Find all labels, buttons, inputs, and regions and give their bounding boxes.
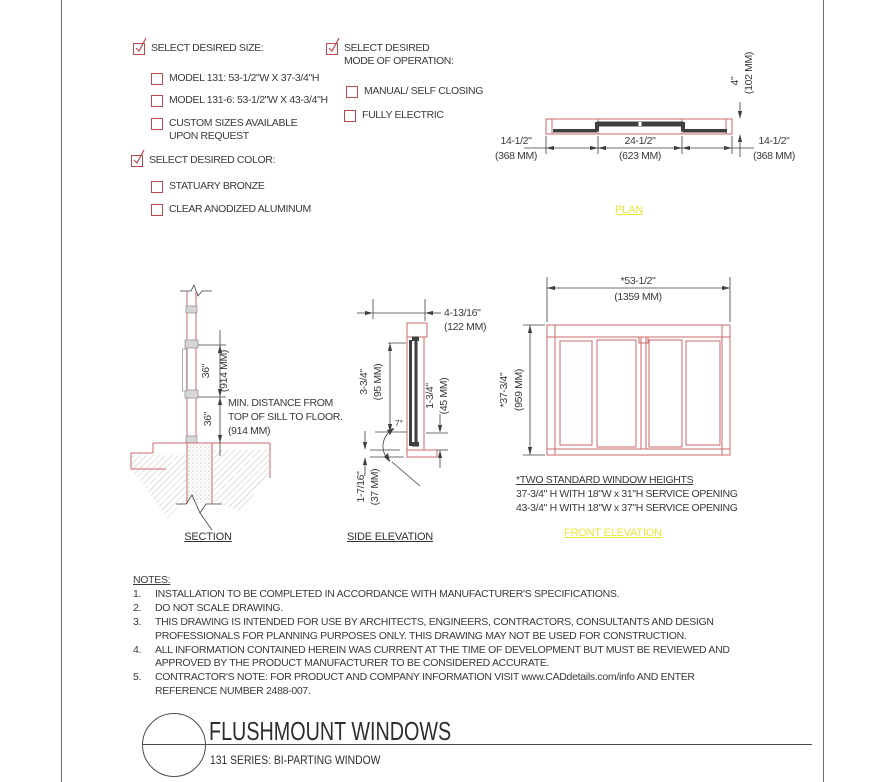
plan-drawing — [480, 45, 830, 175]
section-dim-sill-in: 36" — [202, 411, 214, 427]
fully-electric-label: FULLY ELECTRIC — [362, 109, 444, 121]
model-131-6-checkbox[interactable] — [151, 95, 163, 107]
note-item-2 — [133, 602, 730, 616]
plan-dim-left-in: 14-1/2" — [500, 135, 532, 147]
color-header-label: SELECT DESIRED COLOR: — [149, 154, 276, 166]
side-swing-angle: 7° — [394, 418, 404, 428]
note-number: 5. — [133, 671, 142, 684]
manual-self-closing-label: MANUAL/ SELF CLOSING — [364, 85, 484, 97]
section-dimensions — [198, 330, 343, 456]
size-header-label: SELECT DESIRED SIZE: — [151, 42, 264, 54]
plan-dim-right-in: 14-1/2" — [758, 135, 790, 147]
note-text: INSTALLATION TO BE COMPLETED IN ACCORDANCE WITH MANUFACTURER'S SPECIFICATIONS. — [155, 587, 620, 600]
statuary-bronze-checkbox[interactable] — [151, 181, 163, 193]
model-131-checkbox[interactable] — [151, 73, 163, 85]
section-drawing — [120, 278, 355, 553]
fully-electric-checkbox[interactable] — [344, 110, 356, 122]
note-number: 2. — [133, 601, 142, 614]
note-text: PROFESSIONALS FOR PLANNING PURPOSES ONLY. THIS DRAWING MAY NOT BE USED FOR CONSTRUCTION. — [155, 629, 687, 642]
option-manual — [346, 85, 483, 98]
clear-anodized-label: CLEAR ANODIZED ALUMINUM — [169, 203, 311, 215]
notes-block — [133, 574, 730, 699]
side-dim-left-in: 3-3/4" — [358, 369, 370, 395]
size-header-checkbox[interactable] — [133, 43, 145, 55]
checkmark-icon — [132, 35, 148, 53]
custom-sizes-checkbox[interactable] — [151, 118, 163, 130]
front-elevation-label: FRONT ELEVATION — [564, 527, 662, 539]
drawing-subtitle: 131 SERIES: BI-PARTING WINDOW — [210, 755, 381, 767]
note-item-5 — [133, 671, 730, 699]
heights-line1: 37-3/4" H WITH 18"W x 31"H SERVICE OPENING — [516, 488, 738, 500]
option-model-131-6 — [151, 94, 328, 107]
plan-dim-left-mm: (368 MM) — [494, 150, 538, 162]
front-dimensions — [498, 275, 730, 455]
model-131-6-label: MODEL 131-6: 53-1/2"W X 43-3/4"H — [169, 94, 328, 106]
mode-header-line1: SELECT DESIRED — [344, 42, 430, 54]
heights-heading: *TWO STANDARD WINDOW HEIGHTS — [516, 474, 694, 486]
side-dim-right-in: 1-3/4" — [424, 383, 436, 409]
checkmark-icon — [130, 147, 146, 165]
note-text: ALL INFORMATION CONTAINED HEREIN WAS CURRENT AT THE TIME OF DEVELOPMENT BUT MUST BE REVIEWED AND — [155, 643, 730, 656]
side-dim-bottom-mm: (37 MM) — [369, 468, 381, 506]
statuary-bronze-label: STATUARY BRONZE — [169, 180, 265, 192]
note-item-4 — [133, 644, 730, 672]
checkmark-icon — [325, 35, 341, 53]
option-model-131 — [151, 72, 319, 85]
mode-header-checkbox[interactable] — [326, 43, 338, 55]
front-dim-height-mm: (959 MM) — [513, 368, 525, 412]
note-item-1 — [133, 588, 730, 602]
option-statuary-bronze — [151, 180, 265, 193]
note-text: REFERENCE NUMBER 2488-007. — [155, 685, 311, 698]
front-window-frame — [547, 325, 730, 455]
side-dim-bottom-in: 1-7/16" — [355, 471, 367, 503]
note-text: CONTRACTOR'S NOTE: FOR PRODUCT AND COMPANY INFORMATION VISIT www.CADdetails.com/info AND ENTER — [155, 671, 695, 684]
note-number: 4. — [133, 643, 142, 656]
side-dim-right-mm: (45 MM) — [438, 377, 450, 415]
manual-self-closing-checkbox[interactable] — [346, 86, 358, 98]
front-dim-width-in: *53-1/2" — [620, 275, 656, 287]
custom-sizes-label — [169, 117, 297, 142]
plan-dim-right-mm: (368 MM) — [752, 150, 796, 162]
notes-heading: NOTES: — [133, 574, 171, 586]
section-label: SECTION — [184, 531, 232, 543]
section-dim-window-mm: (914 MM) — [218, 349, 230, 393]
plan-dim-center-mm: (623 MM) — [618, 150, 662, 162]
section-earth-hatch — [131, 443, 269, 518]
heights-line2: 43-3/4" H WITH 18"W x 37"H SERVICE OPENING — [516, 502, 738, 514]
color-header-checkbox[interactable] — [131, 155, 143, 167]
plan-dim-depth-in: 4" — [729, 76, 741, 86]
front-elevation-drawing — [495, 265, 775, 465]
mode-header-label — [344, 42, 454, 67]
side-dim-top-in: 4-13/16" — [444, 307, 481, 319]
plan-dim-center-in: 24-1/2" — [624, 135, 656, 147]
option-clear-anodized — [151, 203, 311, 216]
drawing-title: FLUSHMOUNT WINDOWS — [209, 716, 452, 746]
option-fully-electric — [344, 109, 444, 122]
side-dim-left-mm: (95 MM) — [372, 363, 384, 401]
side-dim-top-mm: (122 MM) — [444, 321, 487, 333]
note-number: 3. — [133, 615, 142, 628]
note-item-3 — [133, 616, 730, 644]
front-dim-width-mm: (1359 MM) — [614, 291, 662, 303]
side-elevation-label: SIDE ELEVATION — [347, 531, 434, 543]
side-elevation-drawing — [340, 285, 498, 523]
plan-frame — [546, 119, 732, 134]
section-note-line1: MIN. DISTANCE FROM — [228, 397, 333, 409]
section-note-line3: (914 MM) — [228, 425, 271, 437]
custom-sizes-line2: UPON REQUEST — [169, 129, 249, 142]
note-number: 1. — [133, 587, 142, 600]
custom-sizes-line1: CUSTOM SIZES AVAILABLE — [169, 117, 298, 129]
size-header-row — [133, 42, 263, 55]
section-note-line2: TOP OF SILL TO FLOOR. — [228, 411, 343, 423]
mode-header-line2: MODE OF OPERATION: — [344, 54, 454, 67]
model-131-label: MODEL 131: 53-1/2"W X 37-3/4"H — [169, 72, 320, 84]
sheet-border-left — [61, 0, 62, 782]
mode-header-row — [326, 42, 454, 67]
note-text: DO NOT SCALE DRAWING. — [155, 601, 283, 614]
note-text: APPROVED BY THE PRODUCT MANUFACTURER TO BE CONSIDERED ACCURATE. — [155, 657, 550, 670]
plan-dim-depth-mm: (102 MM) — [743, 51, 755, 95]
color-header-row — [131, 154, 275, 167]
section-dim-window-in: 36" — [200, 363, 212, 379]
option-custom-sizes — [151, 117, 297, 142]
front-heights-note — [516, 473, 738, 515]
plan-dimensions — [495, 52, 795, 162]
clear-anodized-checkbox[interactable] — [151, 204, 163, 216]
note-text: THIS DRAWING IS INTENDED FOR USE BY ARCHITECTS, ENGINEERS, CONTRACTORS, CONSULTANTS AND DESIGN — [155, 615, 714, 628]
plan-label: PLAN — [615, 204, 643, 216]
front-dim-height-in: *37-3/4" — [498, 372, 510, 408]
